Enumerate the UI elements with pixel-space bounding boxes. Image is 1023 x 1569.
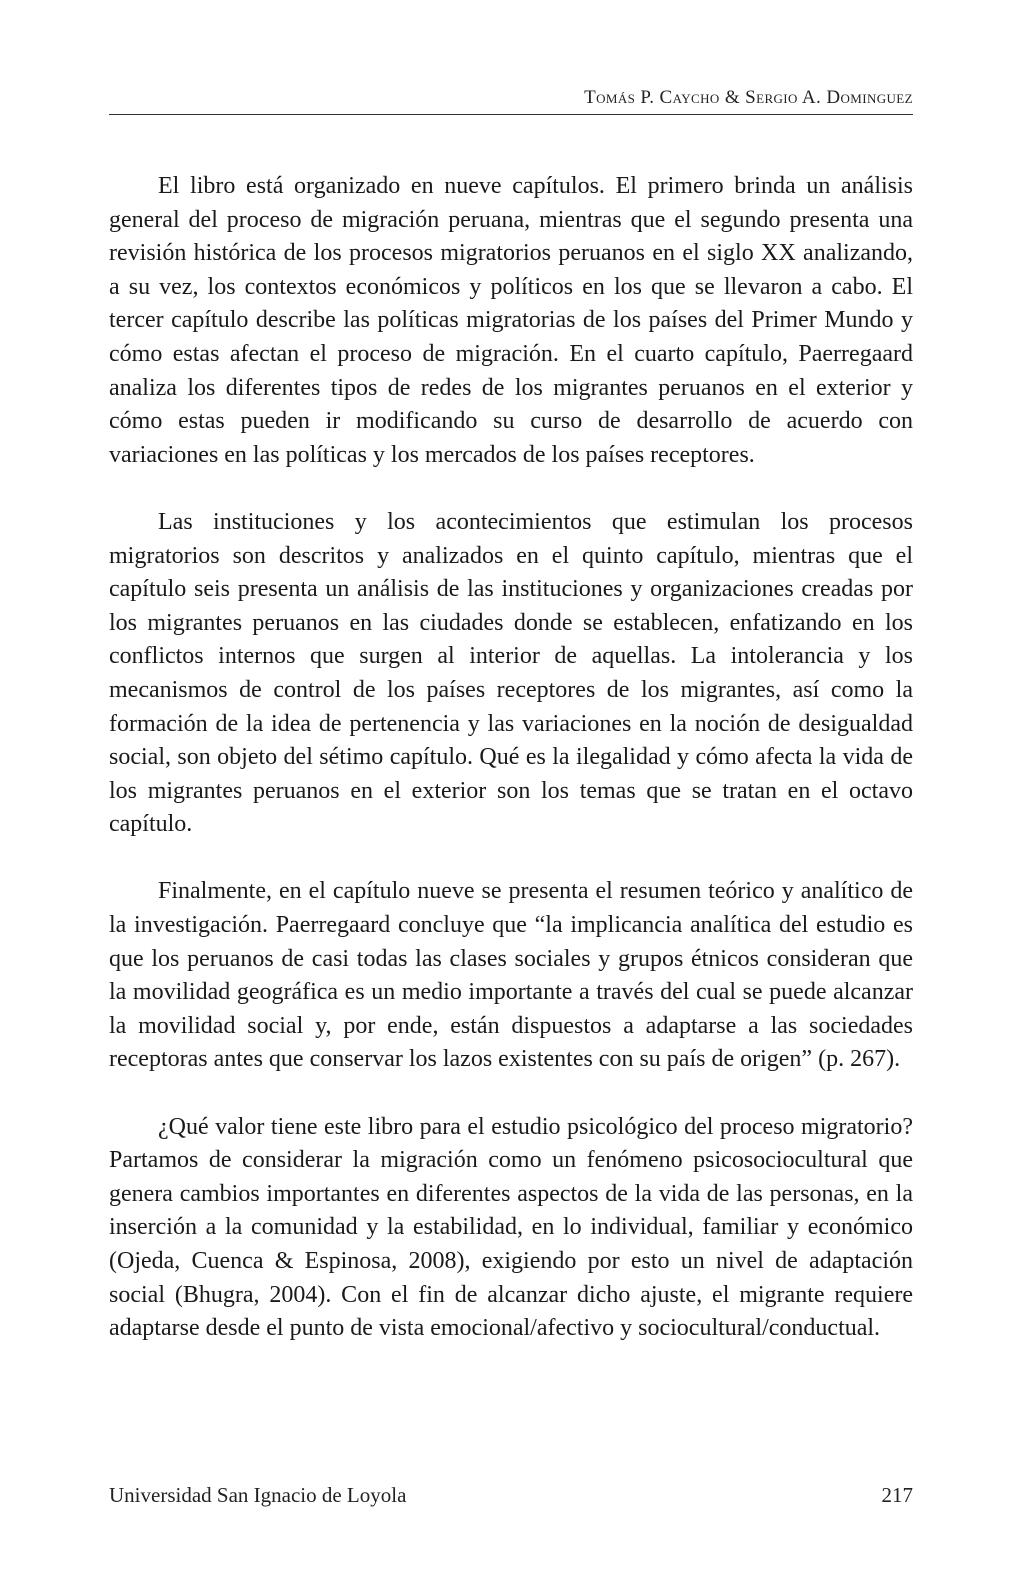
paragraph-4: ¿Qué valor tiene este libro para el estudio psicológico del proceso migratorio? Partamos de considerar la migración como un fenómeno psicosociocultural que genera cambios importantes en diferentes aspectos de la vida de las personas, en la inserción a la comunidad y la estabilidad, en lo individual, familiar y económico (Ojeda, Cuenca & Espinosa, 2008), exigiendo por esto un nivel de adaptación social (Bhugra, 2004). Con el fin de alcanzar dicho ajuste, el migrante requiere adaptarse desde el punto de vista emocional/afectivo y sociocultural/conductual. — [109, 1113, 913, 1342]
header-rule — [109, 114, 913, 115]
footer-institution: Universidad San Ignacio de Loyola — [109, 1483, 407, 1507]
paragraph-1: El libro está organizado en nueve capítulos. El primero brinda un análisis general del proceso de migración peruana, mientras que el segundo presenta una revisión histórica de los procesos migratorios peruanos en el siglo XX analizando, a su vez, los contextos económicos y políticos en los que se llevaron a cabo. El tercer capítulo describe las políticas migratorias de los países del Primer Mundo y cómo estas afectan el proceso de migración. En el cuarto capítulo, Paerregaard analiza los diferentes tipos de redes de los migrantes peruanos en el exterior y cómo estas pueden ir modificando su curso de desarrollo de acuerdo con variaciones en las políticas y los mercados de los países receptores. — [109, 173, 913, 468]
paragraph-2: Las instituciones y los acontecimientos que estimulan los procesos migratorios son descritos y analizados en el quinto capítulo, mientras que el capítulo seis presenta un análisis de las instituciones y organizaciones creadas por los migrantes peruanos en las ciudades donde se establecen, enfatizando en los conflictos internos que surgen al interior de aquellas. La intolerancia y los mecanismos de control de los países receptores de los migrantes, así como la formación de la idea de pertenencia y las variaciones en la noción de desigualdad social, son objeto del sétimo capítulo. Qué es la ilegalidad y cómo afecta la vida de los migrantes peruanos en el exterior son los temas que se tratan en el octavo capítulo. — [109, 508, 913, 838]
running-header: Tomás P. Caycho & Sergio A. Dominguez — [584, 87, 913, 108]
page-footer — [109, 1481, 913, 1509]
paragraph-3: Finalmente, en el capítulo nueve se presenta el resumen teórico y analítico de la investigación. Paerregaard concluye que “la implicancia analítica del estudio es que los peruanos de casi todas las clases sociales y grupos étnicos consideran que la movilidad geográfica es un medio importante a través del cual se puede alcanzar la movilidad social y, por ende, están dispuestos a adaptarse a las sociedades receptoras antes que conservar los lazos existentes con su país de origen” (p. 267). — [109, 878, 913, 1073]
page-number: 217 — [881, 1483, 913, 1507]
body-text — [109, 170, 913, 1346]
